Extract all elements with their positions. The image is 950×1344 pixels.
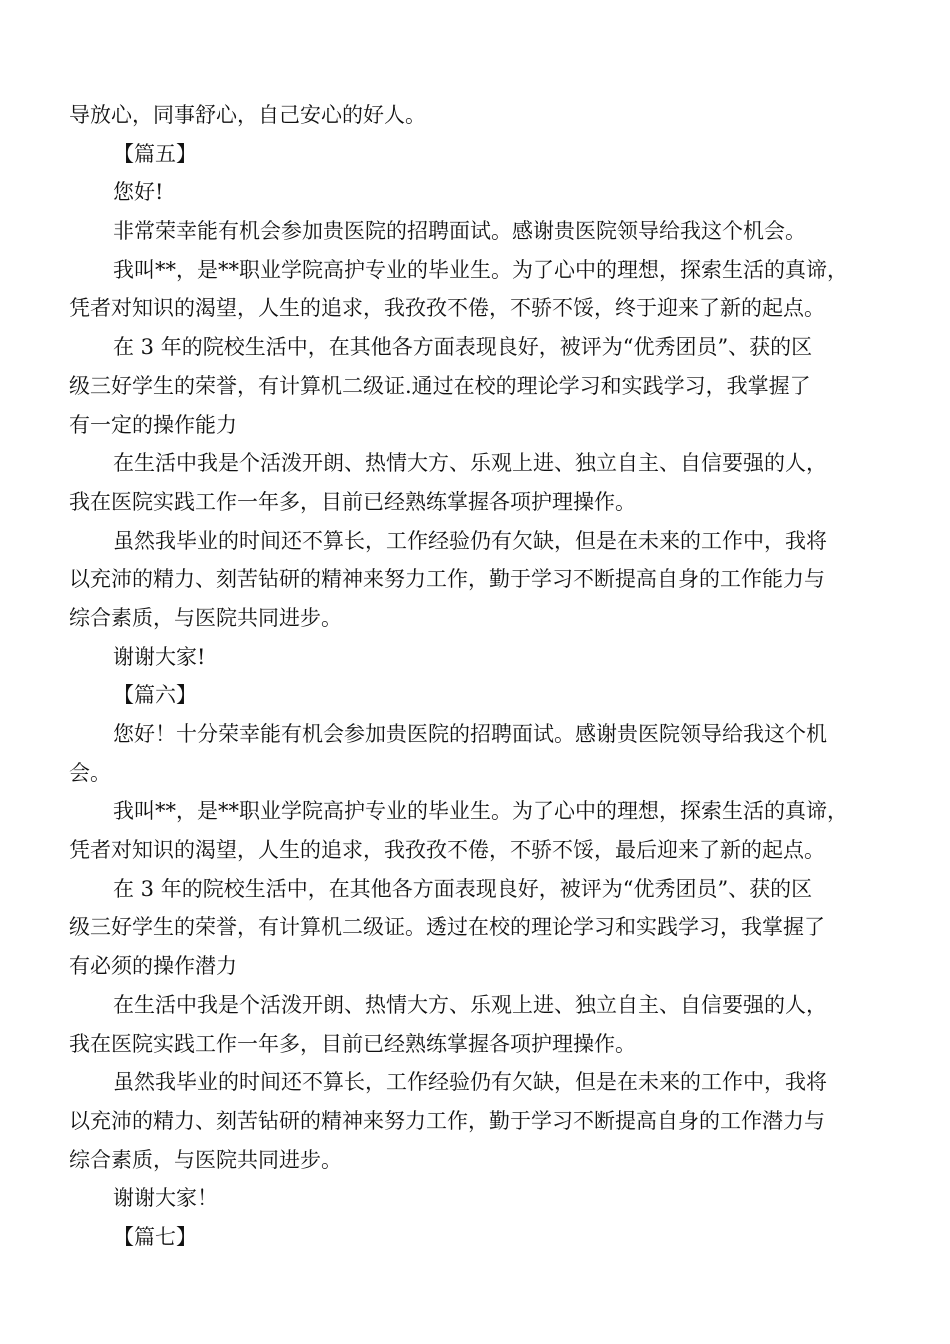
section-heading: 【篇五】 [113, 141, 197, 166]
closing-line: 谢谢大家! [113, 644, 206, 669]
paragraph-line: 在 3 年的院校生活中，在其他各方面表现良好，被评为“优秀团员”、获的区 [113, 876, 813, 901]
paragraph-line: 会。 [69, 760, 111, 785]
paragraph-line: 您好！十分荣幸能有机会参加贵医院的招聘面试。感谢贵医院领导给我这个机 [113, 722, 827, 746]
paragraph-line: 以充沛的精力、刻苦钻研的精神来努力工作，勤于学习不断提高自身的工作能力与 [69, 567, 825, 592]
paragraph-line: 在生活中我是个活泼开朗、热情大方、乐观上进、独立自主、自信要强的人， [113, 992, 827, 1017]
paragraph-line: 我叫**，是**职业学院高护专业的毕业生。为了心中的理想，探索生活的真谛， [113, 257, 848, 282]
paragraph-line: 级三好学生的荣誉，有计算机二级证.通过在校的理论学习和实践学习，我掌握了 [69, 373, 811, 398]
document-page [69, 96, 891, 1257]
paragraph-line: 我在医院实践工作一年多，目前已经熟练掌握各项护理操作。 [69, 1031, 636, 1056]
section-heading: 【篇七】 [113, 1224, 197, 1249]
section-heading: 【篇六】 [113, 683, 197, 708]
paragraph-line: 有一定的操作能力 [69, 412, 237, 437]
paragraph-line: 凭者对知识的渴望，人生的追求，我孜孜不倦，不骄不馁，终于迎来了新的起点。 [69, 296, 825, 321]
paragraph-line: 以充沛的精力、刻苦钻研的精神来努力工作，勤于学习不断提高自身的工作潜力与 [69, 1108, 825, 1133]
paragraph-line: 综合素质，与医院共同进步。 [69, 605, 342, 630]
greeting-line: 您好! [113, 180, 164, 205]
paragraph-line: 我叫**，是**职业学院高护专业的毕业生。为了心中的理想，探索生活的真谛， [113, 799, 848, 824]
paragraph-line: 凭者对知识的渴望，人生的追求，我孜孜不倦，不骄不馁，最后迎来了新的起点。 [69, 838, 825, 863]
paragraph-line: 级三好学生的荣誉，有计算机二级证。透过在校的理论学习和实践学习，我掌握了 [69, 915, 825, 940]
paragraph-line: 在生活中我是个活泼开朗、热情大方、乐观上进、独立自主、自信要强的人， [113, 451, 827, 476]
paragraph-line: 虽然我毕业的时间还不算长，工作经验仍有欠缺，但是在未来的工作中，我将 [113, 1070, 827, 1095]
paragraph-line: 在 3 年的院校生活中，在其他各方面表现良好，被评为“优秀团员”、获的区 [113, 335, 813, 360]
closing-line: 谢谢大家！ [113, 1186, 218, 1211]
paragraph-line: 非常荣幸能有机会参加贵医院的招聘面试。感谢贵医院领导给我这个机会。 [113, 219, 806, 244]
paragraph-line: 虽然我毕业的时间还不算长，工作经验仍有欠缺，但是在未来的工作中，我将 [113, 528, 827, 553]
paragraph-line: 综合素质，与医院共同进步。 [69, 1147, 342, 1172]
paragraph-line: 我在医院实践工作一年多，目前已经熟练掌握各项护理操作。 [69, 489, 636, 514]
paragraph-line: 导放心，同事舒心，自己安心的好人。 [69, 103, 426, 127]
paragraph-line: 有必须的操作潜力 [69, 954, 237, 979]
